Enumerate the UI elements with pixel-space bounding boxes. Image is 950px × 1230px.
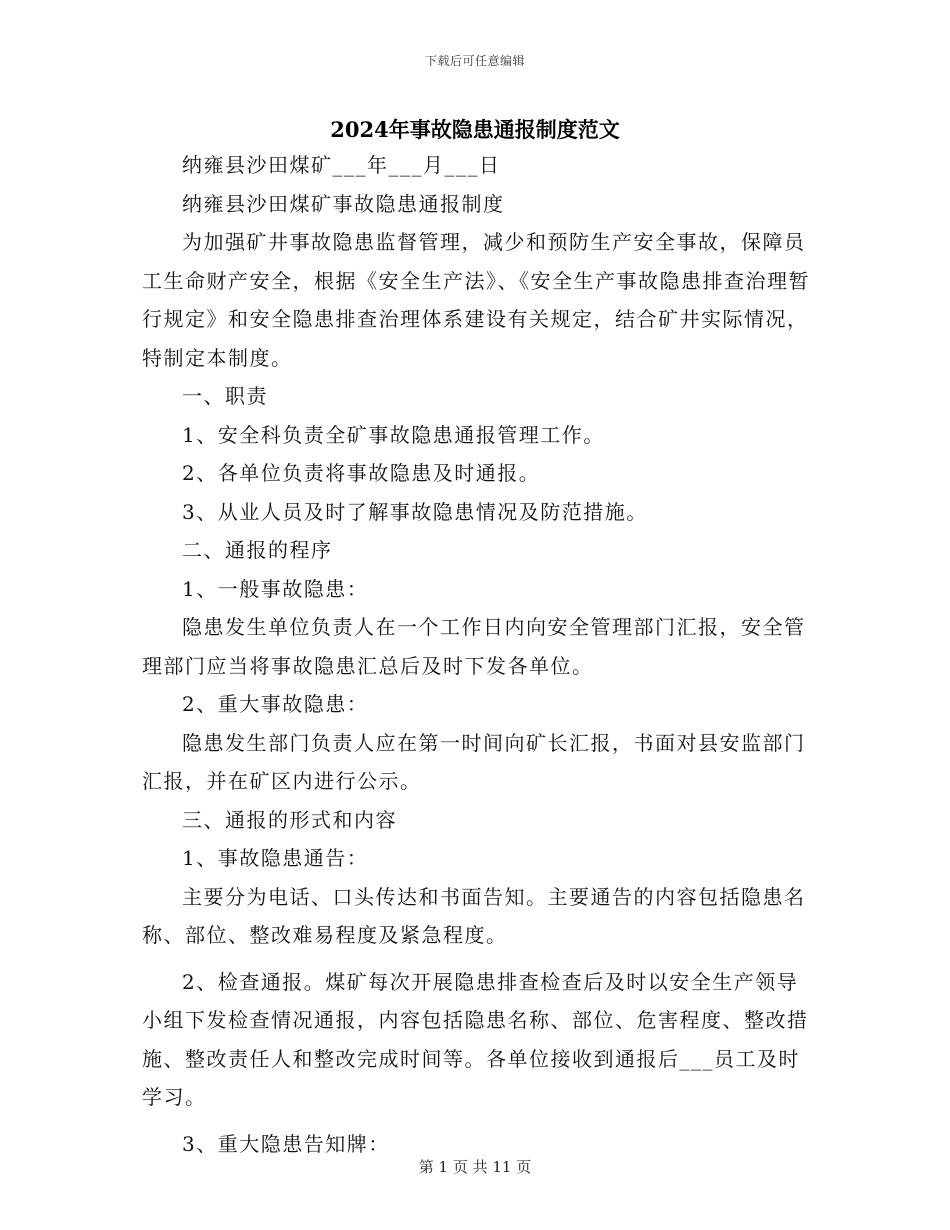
header-note: 下载后可任意编辑 (424, 54, 525, 68)
subsection-heading: 3、重大隐患告知牌： (182, 1131, 390, 1156)
list-item: 1、安全科负责全矿事故隐患通报管理工作。 (182, 422, 605, 447)
document-title: 2024年事故隐患通报制度范文 (330, 117, 620, 142)
date-line: 纳雍县沙田煤矿___年___月___日 (182, 153, 501, 177)
subsection-heading: 1、事故隐患通告： (182, 846, 369, 870)
subsection-heading: 2、重大事故隐患： (182, 692, 369, 716)
subsection-heading: 1、一般事故隐患： (182, 576, 369, 601)
section-heading: 一、职责 (182, 384, 268, 408)
page-number: 第 1 页 共 11 页 (418, 1158, 532, 1176)
body-paragraph: 隐患发生部门负责人应在第一时间向矿长汇报，书面对县安监部门汇报，并在矿区内进行公示。 (142, 730, 806, 793)
body-paragraph: 隐患发生单位负责人在一个工作日内向安全管理部门汇报，安全管理部门应当将事故隐患汇总后及时下发各单位。 (142, 615, 806, 678)
intro-paragraph: 为加强矿井事故隐患监督管理，减少和预防生产安全事故，保障员工生命财产安全，根据《安全生产法》、《安全生产事故隐患排查治理暂行规定》和安全隐患排查治理体系建设有关规定，结合矿井实际情况，特制定本制度。 (142, 230, 810, 370)
list-item: 2、各单位负责将事故隐患及时通报。 (182, 461, 541, 485)
subtitle-line: 纳雍县沙田煤矿事故隐患通报制度 (182, 191, 505, 216)
section-heading: 二、通报的程序 (182, 538, 333, 562)
section-heading: 三、通报的形式和内容 (182, 807, 397, 832)
body-paragraph: 主要分为电话、口头传达和书面告知。主要通告的内容包括隐患名称、部位、整改难易程度及紧急程度。 (142, 884, 806, 947)
list-item: 3、从业人员及时了解事故隐患情况及防范措施。 (182, 499, 648, 524)
body-paragraph: 2、检查通报。煤矿每次开展隐患排查检查后及时以安全生产领导小组下发检查情况通报，内容包括隐患名称、部位、危害程度、整改措施、整改责任人和整改完成时间等。各单位接收到通报后___员工及时学习。 (142, 969, 809, 1109)
document-body (142, 146, 812, 1163)
